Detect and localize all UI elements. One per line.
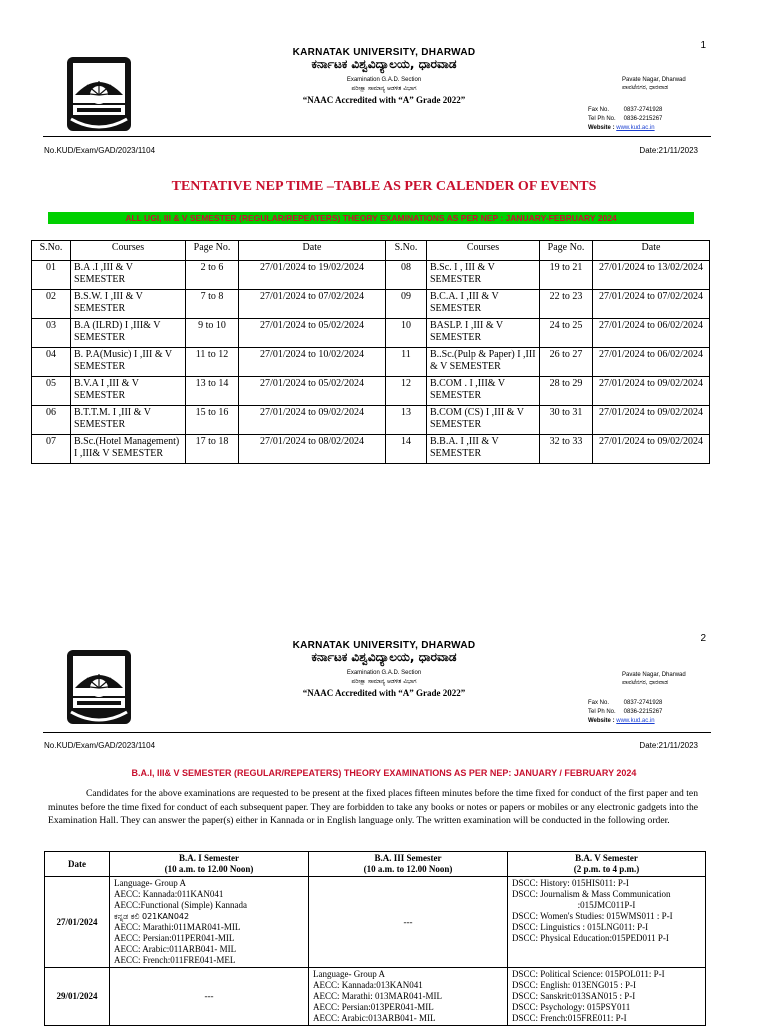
sem5-time: (2 p.m. to 4 p.m.)	[573, 864, 640, 874]
cell-page: 32 to 33	[540, 435, 593, 464]
col-courses: Courses	[71, 241, 186, 261]
website-label: Website :	[588, 125, 615, 131]
page-number: 2	[700, 633, 706, 644]
cell-course: B.A (ILRD) I ,III& V SEMESTER	[71, 319, 186, 348]
paper-line: AECC: Kannada:013KAN041	[313, 980, 423, 990]
section-name-en: Examination G.A.D. Section	[346, 77, 422, 83]
section-name-kn: ಪರೀಕ್ಷಾ ಸಾಮಾನ್ಯ ಆಡಳಿತ ವಿಭಾಗ	[351, 678, 417, 685]
document-date: Date:21/11/2023	[639, 146, 698, 155]
cell-date: 27/01/2024 to 09/02/2024	[593, 406, 710, 435]
cell-sem1: ---	[110, 968, 309, 1026]
col-sem1	[110, 852, 309, 877]
sem3-time: (10 a.m. to 12.00 Noon)	[363, 864, 453, 874]
tel-number: 0836-2215267	[623, 709, 663, 715]
university-name-en: KARNATAK UNIVERSITY, DHARWAD	[292, 47, 476, 58]
website-label: Website :	[588, 718, 615, 724]
cell-sem5	[508, 968, 706, 1026]
section-name-en: Examination G.A.D. Section	[346, 670, 422, 676]
table-row	[45, 877, 706, 968]
cell-sno: 08	[386, 261, 427, 290]
page-title: TENTATIVE NEP TIME –TABLE AS PER CALENDER OF EVENTS	[171, 179, 597, 194]
website-link[interactable]: www.kud.ac.in	[616, 718, 655, 724]
sem1-title: B.A. I Semester	[179, 853, 239, 863]
cell-date: 29/01/2024	[45, 968, 110, 1026]
paper-line: DSCC: Women's Studies: 015WMS011 : P-I	[512, 911, 673, 921]
cell-date: 27/01/2024 to 09/02/2024	[593, 435, 710, 464]
cell-sem3	[309, 968, 508, 1026]
university-name-kn: ಕರ್ನಾಟಕ ವಿಶ್ವವಿದ್ಯಾಲಯ, ಧಾರವಾಡ	[311, 650, 457, 664]
fax-label: Fax No.	[588, 700, 610, 706]
paper-line: DSCC: Political Science: 015POL011: P-I	[512, 969, 665, 979]
cell-date: 27/01/2024 to 09/02/2024	[593, 377, 710, 406]
paper-line: :015JMC011P-I	[577, 900, 636, 910]
cell-course: B.T.T.M. I ,III & V SEMESTER	[71, 406, 186, 435]
sem5-title: B.A. V Semester	[575, 853, 638, 863]
col-sno: S.No.	[32, 241, 71, 261]
cell-sno: 02	[32, 290, 71, 319]
instructions-paragraph: Candidates for the above examinations are requested to be present at the fixed places fifteen minutes before the time fixed for conduct of the first paper and ten minutes before the time fixed for conduct of each subsequent paper. They are forbidden to take any books or notes or papers or mobiles or any electronic gadgets into the Examination Hall. They can answer the paper(s) either in Kannada or in English language only. The written examination will be conducted in the following order.	[48, 788, 698, 826]
cell-course: B.COM . I ,III& V SEMESTER	[427, 377, 540, 406]
cell-course: B.Sc.(Hotel Management) I ,III& V SEMESTER	[71, 435, 186, 464]
table-header-row	[45, 852, 706, 877]
section-name-kn: ಪರೀಕ್ಷಾ ಸಾಮಾನ್ಯ ಆಡಳಿತ ವಿಭಾಗ	[351, 85, 417, 92]
col-sno-2: S.No.	[386, 241, 427, 261]
col-courses-2: Courses	[427, 241, 540, 261]
cell-sno: 12	[386, 377, 427, 406]
paper-line: AECC: Kannada:011KAN041	[114, 889, 224, 899]
cell-page: 24 to 25	[540, 319, 593, 348]
address-kn: ಪಾವಟೆನಗರ, ಧಾರವಾಡ	[622, 680, 669, 686]
cell-page: 11 to 12	[186, 348, 239, 377]
reference-number: No.KUD/Exam/GAD/2023/1104	[44, 146, 156, 155]
tel-number: 0836-2215267	[623, 116, 663, 122]
cell-sno: 06	[32, 406, 71, 435]
paper-line: AECC: Arabic:013ARB041- MIL	[313, 1013, 436, 1023]
paper-line: AECC: French:011FRE041-MEL	[114, 955, 236, 965]
university-name-kn: ಕರ್ನಾಟಕ ವಿಶ್ವವಿದ್ಯಾಲಯ, ಧಾರವಾಡ	[311, 57, 457, 71]
document-date: Date:21/11/2023	[639, 741, 698, 750]
cell-date: 27/01/2024 to 09/02/2024	[239, 406, 386, 435]
naac-accreditation: “NAAC Accredited with “A” Grade 2022”	[302, 688, 466, 698]
paper-line: DSCC: History: 015HIS011: P-I	[512, 878, 629, 888]
col-date: Date	[45, 852, 110, 877]
cell-course: B.COM (CS) I ,III & V SEMESTER	[427, 406, 540, 435]
cell-sno: 09	[386, 290, 427, 319]
header-rule	[43, 732, 711, 733]
cell-page: 9 to 10	[186, 319, 239, 348]
cell-sno: 03	[32, 319, 71, 348]
cell-page: 2 to 6	[186, 261, 239, 290]
paper-line: DSCC: French:015FRE011: P-I	[512, 1013, 627, 1023]
cell-date: 27/01/2024 to 08/02/2024	[239, 435, 386, 464]
paper-line: AECC: Marathi: 013MAR041-MIL	[313, 991, 442, 1001]
cell-page: 28 to 29	[540, 377, 593, 406]
cell-course: B.A .I ,III & V SEMESTER	[71, 261, 186, 290]
ba-timetable	[44, 851, 706, 1026]
col-sem5	[508, 852, 706, 877]
cell-sem5	[508, 877, 706, 968]
cell-page: 15 to 16	[186, 406, 239, 435]
cell-sno: 05	[32, 377, 71, 406]
cell-sno: 07	[32, 435, 71, 464]
cell-date: 27/01/2024 to 06/02/2024	[593, 348, 710, 377]
cell-course: B.Sc. I , III & V SEMESTER	[427, 261, 540, 290]
address-en: Pavate Nagar, Dharwad	[622, 672, 686, 678]
cell-page: 30 to 31	[540, 406, 593, 435]
cell-course: B..Sc.(Pulp & Paper) I ,III & V SEMESTER	[427, 348, 540, 377]
sem3-title: B.A. III Semester	[374, 853, 442, 863]
table-row	[45, 968, 706, 1026]
cell-page: 22 to 23	[540, 290, 593, 319]
cell-course: B. P.A(Music) I ,III & V SEMESTER	[71, 348, 186, 377]
cell-sem3: ---	[309, 877, 508, 968]
fax-number: 0837-2741928	[623, 700, 663, 706]
cell-date: 27/01/2024 to 06/02/2024	[593, 319, 710, 348]
paper-line: DSCC: Journalism & Mass Communication	[512, 889, 671, 899]
col-sem3	[309, 852, 508, 877]
paper-line: DSCC: Psychology: 015PSY011	[512, 1002, 631, 1012]
col-date: Date	[239, 241, 386, 261]
paper-line: ಕನ್ನಡ ಕಲಿ 021KAN042	[114, 912, 190, 921]
cell-sem1	[110, 877, 309, 968]
page-number: 1	[700, 40, 706, 51]
paper-line: AECC:Functional (Simple) Kannada	[114, 900, 247, 910]
naac-accreditation: “NAAC Accredited with “A” Grade 2022”	[302, 95, 466, 105]
cell-date: 27/01/2024 to 07/02/2024	[593, 290, 710, 319]
address-kn: ಪಾವಟೆನಗರ, ಧಾರವಾಡ	[622, 85, 669, 91]
cell-date: 27/01/2024 to 19/02/2024	[239, 261, 386, 290]
tel-label: Tel Ph No.	[588, 709, 616, 715]
exam-banner: ALL UGI, III & V SEMESTER (REGULAR/REPEATERS) THEORY EXAMINATIONS AS PER NEP : JANUARY-FEBRUARY 2024	[48, 212, 694, 224]
paper-line: AECC: Marathi:011MAR041-MIL	[114, 922, 241, 932]
contact-block	[588, 699, 662, 726]
paper-line: DSCC: Linguistics : 015LNG011: P-I	[512, 922, 649, 932]
paper-line: Language- Group A	[114, 878, 186, 888]
paper-line: AECC: Arabic:011ARB041- MIL	[114, 944, 237, 954]
cell-sno: 13	[386, 406, 427, 435]
website-link[interactable]: www.kud.ac.in	[616, 125, 655, 131]
cell-course: B.C.A. I ,III & V SEMESTER	[427, 290, 540, 319]
cell-date: 27/01/2024 to 05/02/2024	[239, 319, 386, 348]
address-en: Pavate Nagar, Dharwad	[622, 77, 686, 83]
cell-date: 27/01/2024	[45, 877, 110, 968]
cell-page: 13 to 14	[186, 377, 239, 406]
cell-page: 26 to 27	[540, 348, 593, 377]
col-date-2: Date	[593, 241, 710, 261]
cell-sno: 01	[32, 261, 71, 290]
cell-page: 19 to 21	[540, 261, 593, 290]
cell-date: 27/01/2024 to 05/02/2024	[239, 377, 386, 406]
cell-course: B.B.A. I ,III & V SEMESTER	[427, 435, 540, 464]
exam-subtitle: B.A.I, III& V SEMESTER (REGULAR/REPEATERS) THEORY EXAMINATIONS AS PER NEP: JANUARY / FEBRUARY 2024	[131, 768, 637, 778]
paper-line: DSCC: English: 013ENG015 : P-I	[512, 980, 637, 990]
cell-course: BASLP. I ,III & V SEMESTER	[427, 319, 540, 348]
paper-line: DSCC: Sanskrit:013SAN015 : P-I	[512, 991, 636, 1001]
cell-date: 27/01/2024 to 07/02/2024	[239, 290, 386, 319]
paper-line: AECC: Persian:013PER041-MIL	[313, 1002, 434, 1012]
col-page-no-2: Page No.	[540, 241, 593, 261]
address-block	[622, 671, 686, 687]
paper-line: AECC: Persian:011PER041-MIL	[114, 933, 235, 943]
cell-course: B.S.W. I ,III & V SEMESTER	[71, 290, 186, 319]
fax-number: 0837-2741928	[623, 107, 663, 113]
reference-number: No.KUD/Exam/GAD/2023/1104	[44, 741, 156, 750]
cell-course: B.V.A I ,III & V SEMESTER	[71, 377, 186, 406]
tel-label: Tel Ph No.	[588, 116, 616, 122]
cell-page: 17 to 18	[186, 435, 239, 464]
paper-line: Language- Group A	[313, 969, 385, 979]
sem1-time: (10 a.m. to 12.00 Noon)	[164, 864, 254, 874]
cell-sno: 10	[386, 319, 427, 348]
fax-label: Fax No.	[588, 107, 610, 113]
col-page-no: Page No.	[186, 241, 239, 261]
cell-page: 7 to 8	[186, 290, 239, 319]
cell-sno: 04	[32, 348, 71, 377]
university-name-en: KARNATAK UNIVERSITY, DHARWAD	[292, 640, 476, 651]
cell-date: 27/01/2024 to 10/02/2024	[239, 348, 386, 377]
paper-line: DSCC: Physical Education:015PED011 P-I	[512, 933, 669, 943]
cell-date: 27/01/2024 to 13/02/2024	[593, 261, 710, 290]
cell-sno: 14	[386, 435, 427, 464]
cell-sno: 11	[386, 348, 427, 377]
